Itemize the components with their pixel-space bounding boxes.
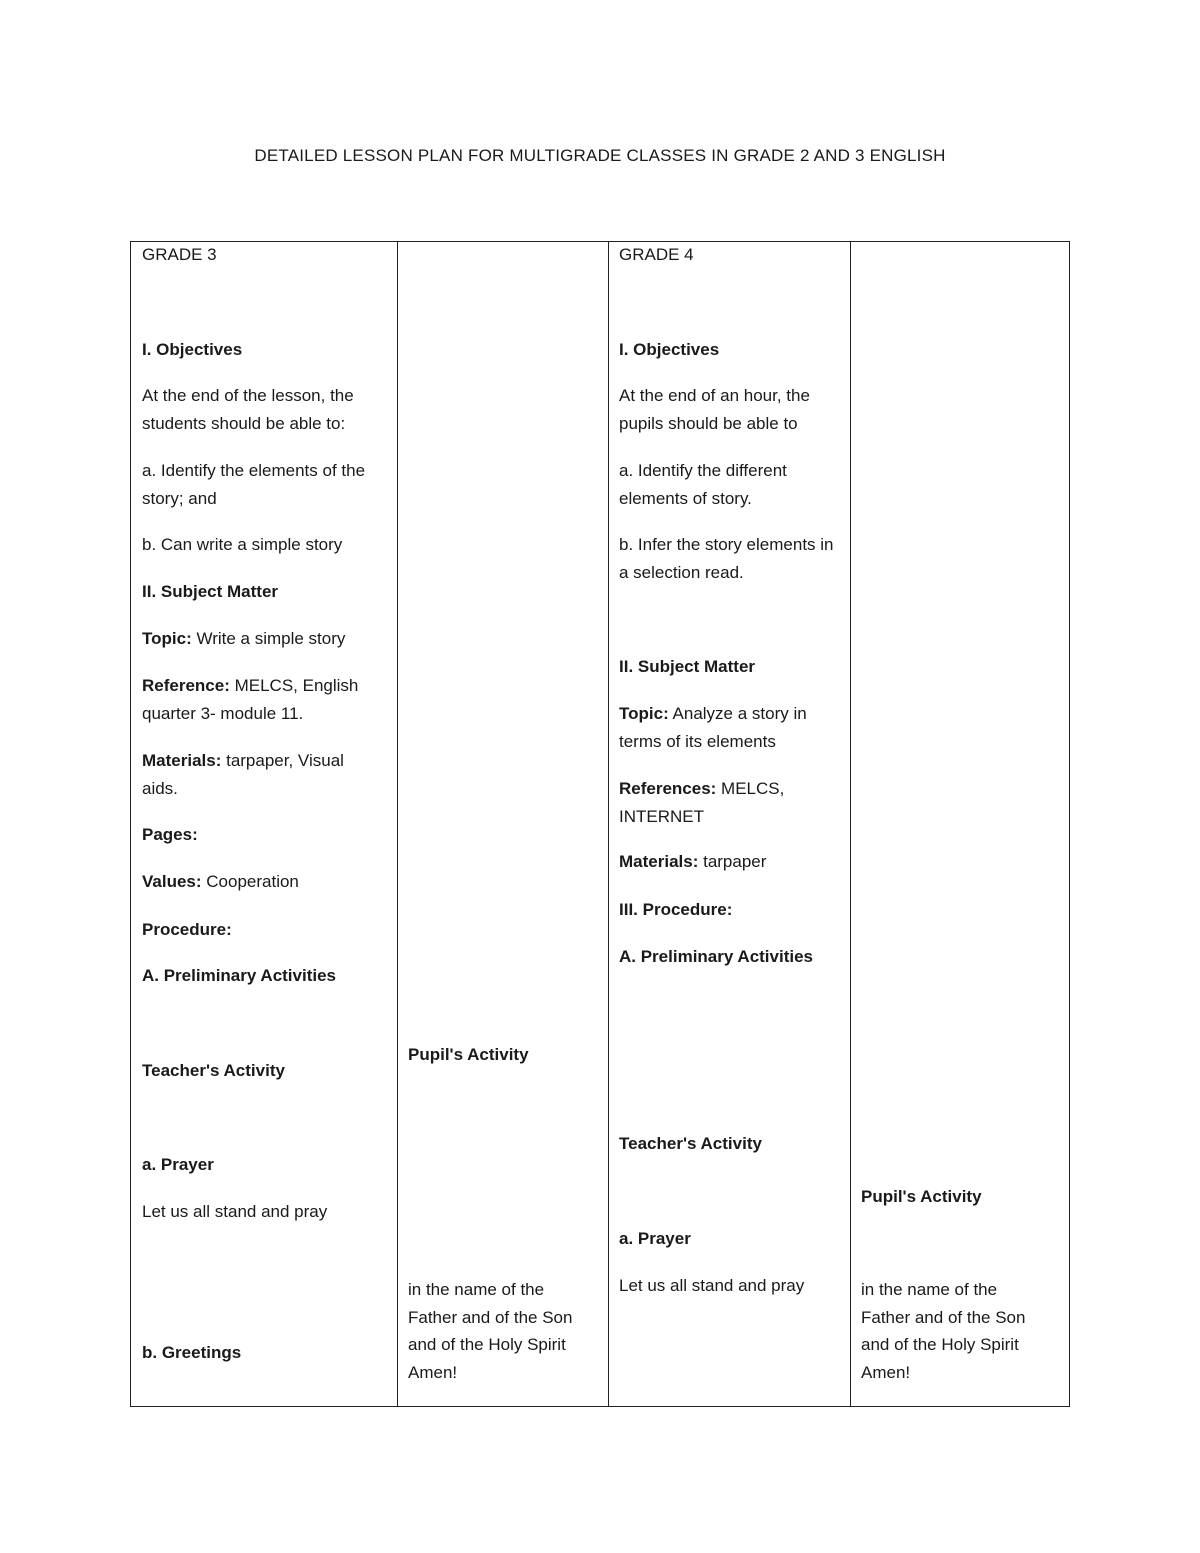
objectives-intro: At the end of the lesson, the students should be able to: xyxy=(142,386,354,433)
teacher-activity-heading: Teacher's Activity xyxy=(142,1061,285,1080)
grade-3-heading: GRADE 3 xyxy=(142,245,217,264)
prayer-response: in the name of the Father and of the Son and of the Holy Spirit Amen! xyxy=(861,1280,1026,1382)
values-label: Values: xyxy=(142,872,202,891)
objectives-heading: I. Objectives xyxy=(142,340,243,359)
prayer-text: Let us all stand and pray xyxy=(619,1276,805,1295)
document-title: DETAILED LESSON PLAN FOR MULTIGRADE CLASSES IN GRADE 2 AND 3 ENGLISH xyxy=(254,146,946,165)
prayer-heading: a. Prayer xyxy=(142,1155,214,1174)
topic-label: Topic: xyxy=(142,629,192,648)
references-label: References: xyxy=(619,779,717,798)
reference xyxy=(142,672,374,727)
pages-label: Pages: xyxy=(142,825,198,844)
materials-value: tarpaper xyxy=(698,852,767,871)
objective-a: a. Identify the elements of the story; and xyxy=(142,461,366,508)
objective-b: b. Infer the story elements in a selection read. xyxy=(619,535,834,582)
grade-4-heading: GRADE 4 xyxy=(619,245,694,264)
column-divider xyxy=(850,242,851,1406)
materials-label: Materials: xyxy=(142,751,222,770)
references-value: MELCS, INTERNET xyxy=(619,779,785,826)
objective-b: b. Can write a simple story xyxy=(142,535,343,554)
reference-value: MELCS, English quarter 3- module 11. xyxy=(142,676,359,723)
materials xyxy=(142,747,374,802)
materials xyxy=(619,848,766,876)
values-value: Cooperation xyxy=(201,872,299,891)
reference-label: Reference: xyxy=(142,676,230,695)
teacher-activity-heading: Teacher's Activity xyxy=(619,1134,762,1153)
pupil-activity-heading: Pupil's Activity xyxy=(408,1045,529,1064)
objectives-heading: I. Objectives xyxy=(619,340,720,359)
topic xyxy=(142,625,392,653)
preliminary-heading: A. Preliminary Activities xyxy=(619,947,814,966)
prayer-heading: a. Prayer xyxy=(619,1229,691,1248)
subject-matter-heading: II. Subject Matter xyxy=(142,582,279,601)
topic-value: Analyze a story in terms of its elements xyxy=(619,704,807,751)
materials-label: Materials: xyxy=(619,852,699,871)
prayer-text: Let us all stand and pray xyxy=(142,1202,328,1221)
topic-value: Write a simple story xyxy=(191,629,346,648)
subject-matter-heading: II. Subject Matter xyxy=(619,657,756,676)
topic xyxy=(619,700,819,755)
column-divider xyxy=(397,242,398,1406)
objectives-intro: At the end of an hour, the pupils should be able to xyxy=(619,386,810,433)
procedure-heading: Procedure: xyxy=(142,920,232,939)
procedure-heading: III. Procedure: xyxy=(619,900,733,919)
objective-a: a. Identify the different elements of story. xyxy=(619,461,787,508)
greetings-heading: b. Greetings xyxy=(142,1343,242,1362)
column-divider xyxy=(608,242,609,1406)
prayer-response: in the name of the Father and of the Son and of the Holy Spirit Amen! xyxy=(408,1280,573,1382)
references xyxy=(619,775,794,830)
preliminary-heading: A. Preliminary Activities xyxy=(142,966,337,985)
values xyxy=(142,868,299,896)
topic-label: Topic: xyxy=(619,704,669,723)
materials-value: tarpaper, Visual aids. xyxy=(142,751,344,798)
pupil-activity-heading: Pupil's Activity xyxy=(861,1187,982,1206)
